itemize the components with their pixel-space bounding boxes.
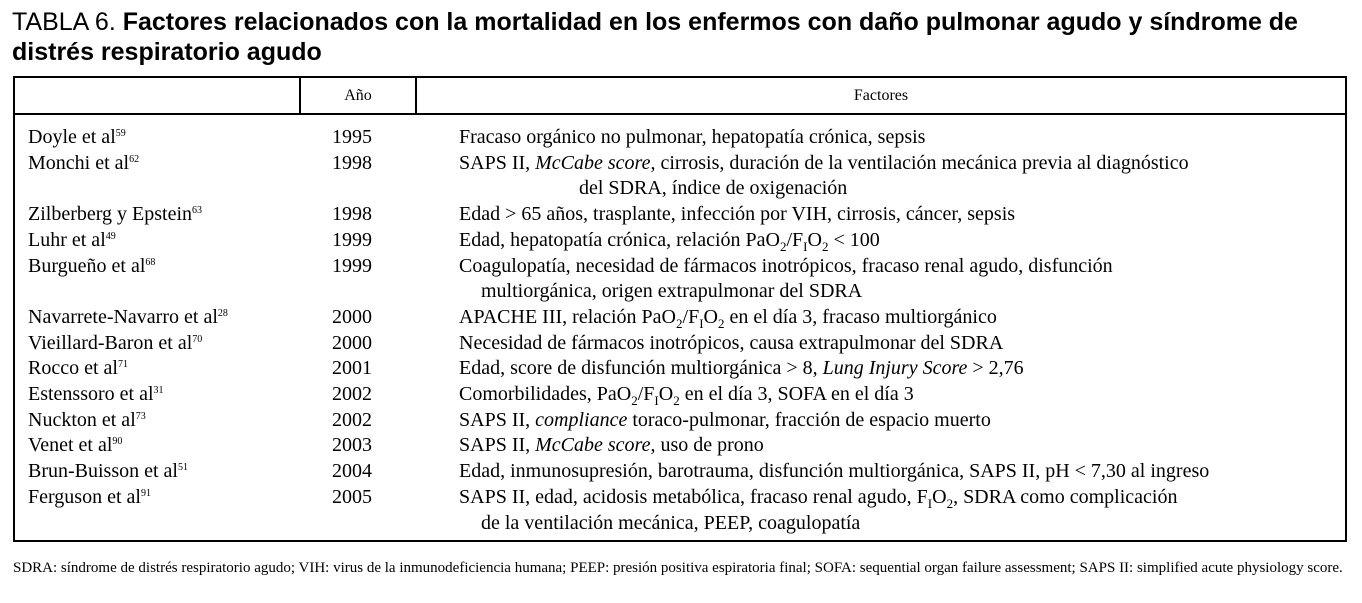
factor-text: O xyxy=(807,228,822,251)
year-cell: 2004 xyxy=(332,460,372,483)
factors-line xyxy=(459,434,764,456)
factor-subscript: 2 xyxy=(673,393,680,409)
reference-number: 63 xyxy=(192,205,203,217)
table-row xyxy=(15,202,1345,228)
author-name: Estenssoro et al xyxy=(28,383,154,406)
factors-line-continued xyxy=(459,279,1341,305)
reference-number: 90 xyxy=(112,436,123,448)
factor-text: del SDRA, índice de oxigenación xyxy=(579,177,848,200)
author-name: Doyle et al xyxy=(28,126,116,148)
year-cell: 1995 xyxy=(332,126,372,148)
table-row xyxy=(15,433,1345,459)
factor-text: APACHE III, relación PaO xyxy=(459,305,677,328)
factors-cell xyxy=(417,433,1345,459)
reference-number: 28 xyxy=(217,307,228,319)
factor-text: Edad, inmunosupresión, barotrauma, disfunción multiorgánica, SAPS II, pH < 7,30 al ingreso xyxy=(459,460,1210,483)
factors-line xyxy=(459,152,1189,174)
reference-number: 70 xyxy=(192,333,203,345)
factor-text: SAPS II, xyxy=(459,434,536,457)
factors-line xyxy=(459,409,991,431)
table-row xyxy=(15,125,1345,151)
factor-text: SAPS II, edad, acidosis metabólica, fracaso renal agudo, F xyxy=(459,485,928,508)
factor-subscript: 2 xyxy=(946,495,954,511)
year-cell: 2002 xyxy=(332,383,372,406)
author-cell xyxy=(15,408,301,434)
factor-text: O xyxy=(703,305,718,328)
factors-cell xyxy=(417,408,1345,434)
author-cell xyxy=(15,433,301,459)
factor-text: de la ventilación mecánica, PEEP, coagulopatía xyxy=(481,511,861,534)
table-row xyxy=(15,408,1345,434)
header-year-cell: Año xyxy=(301,78,417,113)
factor-text: multiorgánica, origen extrapulmonar del SDRA xyxy=(481,280,863,303)
factor-text: en el día 3, fracaso multiorgánico xyxy=(724,305,997,328)
year-cell: 1999 xyxy=(332,254,372,277)
reference-number: 91 xyxy=(140,487,151,499)
factors-cell xyxy=(417,305,1345,331)
table-header xyxy=(15,78,1345,115)
table-title xyxy=(12,7,1352,67)
table-label: TABLA 6. xyxy=(12,8,116,36)
factor-text: en el día 3, SOFA en el día 3 xyxy=(679,383,914,406)
factors-cell xyxy=(417,485,1345,536)
author-cell xyxy=(15,331,301,357)
header-author-cell xyxy=(15,78,301,113)
factors-cell xyxy=(417,125,1345,151)
year-cell: 2002 xyxy=(332,408,372,431)
factor-subscript: I xyxy=(654,393,659,409)
factors-cell xyxy=(417,459,1345,485)
year-cell: 2000 xyxy=(332,305,372,328)
factor-text: /F xyxy=(682,305,700,328)
author-cell xyxy=(15,305,301,331)
factor-subscript: 2 xyxy=(718,315,725,331)
factor-text: < 100 xyxy=(828,228,880,251)
author-name: Zilberberg y Epstein xyxy=(28,203,193,226)
factors-cell xyxy=(417,254,1345,305)
factor-text: Fracaso orgánico no pulmonar, hepatopatía crónica, sepsis xyxy=(459,126,926,148)
factors-line xyxy=(459,228,880,254)
data-table xyxy=(13,76,1347,542)
table-caption: Factores relacionados con la mortalidad en los enfermos con daño pulmonar agudo y síndrome de distrés respiratorio agudo xyxy=(12,8,1298,66)
author-name: Nuckton et al xyxy=(28,408,136,431)
author-cell xyxy=(15,459,301,485)
author-name: Monchi et al xyxy=(28,151,130,174)
factor-text: > 2,76 xyxy=(967,357,1024,380)
factor-subscript: 2 xyxy=(779,238,787,254)
author-cell xyxy=(15,228,301,254)
factor-subscript: 2 xyxy=(821,238,829,254)
factor-text: /F xyxy=(637,383,655,406)
factor-text: Edad, score de disfunción multiorgánica > 8, xyxy=(459,357,823,380)
factor-text: Edad > 65 años, trasplante, infección por VIH, cirrosis, cáncer, sepsis xyxy=(459,203,1016,226)
factors-cell xyxy=(417,151,1345,202)
factor-text: Coagulopatía, necesidad de fármacos inotrópicos, fracaso renal agudo, disfunción xyxy=(459,254,1113,277)
footnote: SDRA: síndrome de distrés respiratorio agudo; VIH: virus de la inmunodeficiencia humana; PEEP: presión positiva espiratoria final; SOFA: sequential organ failure assessment; SAPS II: simplified acute physiology score. xyxy=(13,560,1343,576)
reference-number: 31 xyxy=(153,385,164,397)
author-cell xyxy=(15,151,301,202)
factors-cell xyxy=(417,228,1345,254)
reference-number: 49 xyxy=(105,230,116,242)
factor-subscript: I xyxy=(699,315,704,331)
year-cell: 1998 xyxy=(332,151,372,174)
factor-subscript: 2 xyxy=(676,315,683,331)
year-cell: 1998 xyxy=(332,203,372,226)
factors-cell xyxy=(417,331,1345,357)
factor-text: SAPS II, xyxy=(459,151,536,174)
factor-italic: Lung Injury Score xyxy=(822,357,968,380)
factors-cell xyxy=(417,356,1345,382)
factors-line xyxy=(459,460,1209,482)
table-row xyxy=(15,305,1345,331)
author-name: Brun-Buisson et al xyxy=(28,460,178,483)
header-factors-cell: Factores xyxy=(853,87,909,104)
author-name: Vieillard-Baron et al xyxy=(28,331,193,354)
factors-line-continued xyxy=(459,176,1341,202)
author-cell xyxy=(15,125,301,151)
factor-text: Necesidad de fármacos inotrópicos, causa extrapulmonar del SDRA xyxy=(459,331,1004,354)
reference-number: 71 xyxy=(117,359,128,371)
year-cell: 1999 xyxy=(332,228,372,251)
factor-text: Comorbilidades, PaO xyxy=(459,383,632,406)
reference-number: 59 xyxy=(115,128,126,139)
table-body xyxy=(15,125,1345,536)
factor-subscript: I xyxy=(927,495,933,511)
factors-line xyxy=(459,305,997,331)
factors-line xyxy=(459,255,1113,277)
year-cell: 2003 xyxy=(332,434,372,457)
table-row xyxy=(15,228,1345,254)
author-name: Navarrete-Navarro et al xyxy=(28,305,218,328)
author-cell xyxy=(15,202,301,228)
factors-cell xyxy=(417,202,1345,228)
author-cell xyxy=(15,254,301,305)
author-cell xyxy=(15,382,301,408)
year-cell: 2005 xyxy=(332,485,372,508)
factor-subscript: 2 xyxy=(631,393,638,409)
author-name: Rocco et al xyxy=(28,357,118,380)
factor-text: Edad, hepatopatía crónica, relación PaO xyxy=(459,228,780,251)
factor-text: SAPS II, xyxy=(459,408,536,431)
author-name: Venet et al xyxy=(28,434,113,457)
table-row xyxy=(15,459,1345,485)
factors-line xyxy=(459,203,1015,225)
factor-text: O xyxy=(932,485,947,508)
factor-text: , SDRA como complicación xyxy=(953,485,1178,508)
factors-cell xyxy=(417,382,1345,408)
factor-text: , uso de prono xyxy=(650,434,764,457)
reference-number: 51 xyxy=(178,462,188,474)
table-row xyxy=(15,382,1345,408)
author-cell xyxy=(15,356,301,382)
factors-line xyxy=(459,126,925,148)
factor-text: O xyxy=(658,383,674,406)
table-row xyxy=(15,485,1345,536)
factor-italic: McCabe score xyxy=(535,434,651,457)
table-row xyxy=(15,254,1345,305)
factors-line xyxy=(459,485,1178,511)
reference-number: 68 xyxy=(145,256,156,268)
factor-text: /F xyxy=(786,228,804,251)
factors-line xyxy=(459,357,1024,379)
factor-italic: compliance xyxy=(535,408,628,431)
factors-line xyxy=(459,383,914,409)
table-row xyxy=(15,151,1345,202)
factor-text: toraco-pulmonar, fracción de espacio muerto xyxy=(627,408,991,431)
factors-line xyxy=(459,332,1003,354)
factor-italic: McCabe score xyxy=(535,151,651,174)
table-row xyxy=(15,356,1345,382)
author-cell xyxy=(15,485,301,536)
author-name: Ferguson et al xyxy=(28,485,141,508)
author-name: Luhr et al xyxy=(28,228,106,251)
reference-number: 62 xyxy=(129,153,140,165)
year-cell: 2000 xyxy=(332,331,372,354)
factors-line-continued xyxy=(459,511,1341,537)
author-name: Burgueño et al xyxy=(28,254,146,277)
table-row xyxy=(15,331,1345,357)
factor-subscript: I xyxy=(803,238,808,254)
factor-text: , cirrosis, duración de la ventilación mecánica previa al diagnóstico xyxy=(650,151,1189,174)
reference-number: 73 xyxy=(135,410,146,422)
year-cell: 2001 xyxy=(332,357,372,380)
